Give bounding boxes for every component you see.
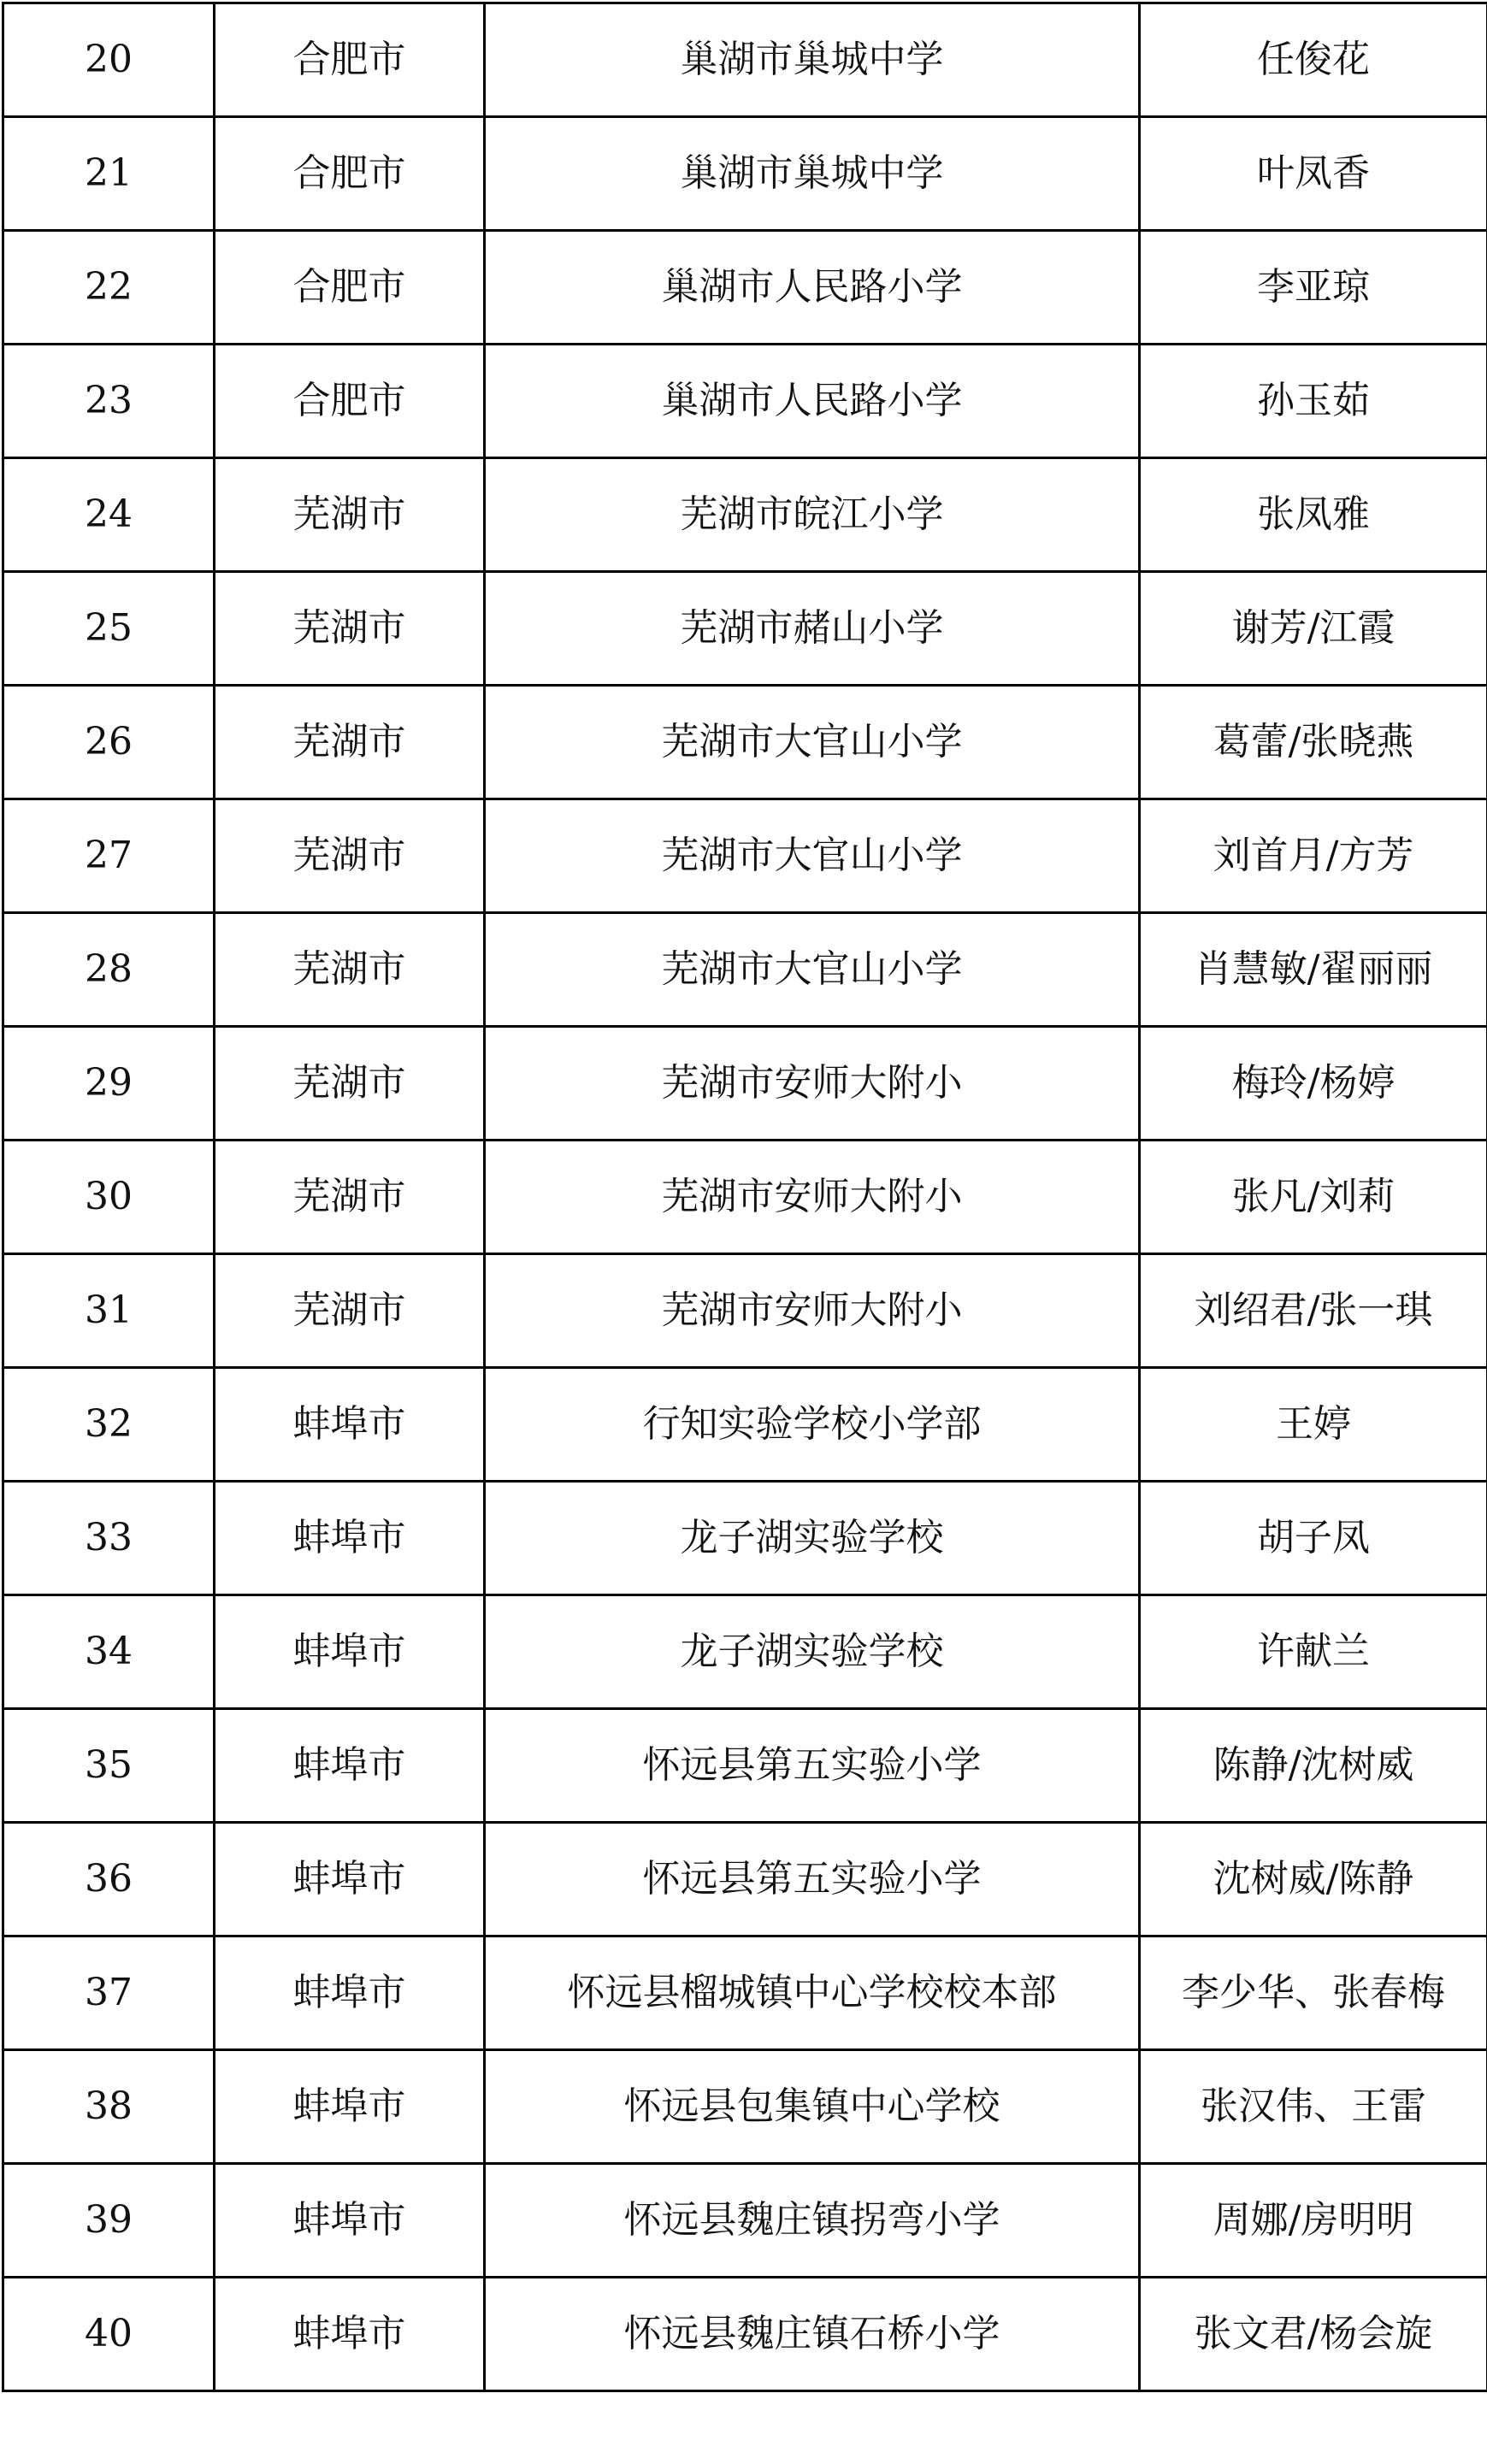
teacher-cell: 李少华、张春梅	[1140, 1936, 1487, 2050]
teacher-cell: 葛蕾/张晓燕	[1140, 686, 1487, 799]
city-cell: 蚌埠市	[215, 1823, 485, 1936]
city-cell: 蚌埠市	[215, 1936, 485, 2050]
teacher-cell: 陈静/沈树威	[1140, 1709, 1487, 1823]
teacher-cell: 张汉伟、王雷	[1140, 2050, 1487, 2164]
school-cell: 芜湖市安师大附小	[485, 1141, 1140, 1254]
teacher-cell: 沈树威/陈静	[1140, 1823, 1487, 1936]
table-row	[3, 1027, 1487, 1141]
teacher-cell: 胡子凤	[1140, 1482, 1487, 1595]
school-cell: 巢湖市巢城中学	[485, 3, 1140, 117]
school-cell: 巢湖市人民路小学	[485, 345, 1140, 458]
table-row	[3, 345, 1487, 458]
school-cell: 龙子湖实验学校	[485, 1595, 1140, 1709]
teacher-cell: 张凡/刘莉	[1140, 1141, 1487, 1254]
teacher-cell: 张凤雅	[1140, 458, 1487, 572]
city-cell: 蚌埠市	[215, 2164, 485, 2278]
city-cell: 芜湖市	[215, 1141, 485, 1254]
table-row	[3, 117, 1487, 231]
row-number: 22	[3, 231, 215, 345]
city-cell: 蚌埠市	[215, 1709, 485, 1823]
teacher-cell: 孙玉茹	[1140, 345, 1487, 458]
school-cell: 芜湖市大官山小学	[485, 913, 1140, 1027]
school-cell: 芜湖市皖江小学	[485, 458, 1140, 572]
row-number: 27	[3, 799, 215, 913]
teacher-cell: 王婷	[1140, 1368, 1487, 1482]
teacher-cell: 任俊花	[1140, 3, 1487, 117]
city-cell: 合肥市	[215, 345, 485, 458]
city-cell: 合肥市	[215, 231, 485, 345]
city-cell: 芜湖市	[215, 572, 485, 686]
row-number: 34	[3, 1595, 215, 1709]
city-cell: 蚌埠市	[215, 2050, 485, 2164]
city-cell: 合肥市	[215, 3, 485, 117]
school-cell: 怀远县榴城镇中心学校校本部	[485, 1936, 1140, 2050]
teacher-cell: 许献兰	[1140, 1595, 1487, 1709]
school-cell: 怀远县包集镇中心学校	[485, 2050, 1140, 2164]
table-row	[3, 3, 1487, 117]
teacher-cell: 刘首月/方芳	[1140, 799, 1487, 913]
row-number: 39	[3, 2164, 215, 2278]
school-cell: 怀远县第五实验小学	[485, 1823, 1140, 1936]
table-row	[3, 1709, 1487, 1823]
teacher-cell: 谢芳/江霞	[1140, 572, 1487, 686]
row-number: 37	[3, 1936, 215, 2050]
row-number: 36	[3, 1823, 215, 1936]
row-number: 40	[3, 2278, 215, 2391]
roster-table	[2, 2, 1487, 2392]
school-cell: 行知实验学校小学部	[485, 1368, 1140, 1482]
city-cell: 芜湖市	[215, 458, 485, 572]
row-number: 25	[3, 572, 215, 686]
city-cell: 芜湖市	[215, 1027, 485, 1141]
city-cell: 蚌埠市	[215, 2278, 485, 2391]
school-cell: 龙子湖实验学校	[485, 1482, 1140, 1595]
roster-table-body	[3, 3, 1487, 2391]
table-row	[3, 1936, 1487, 2050]
school-cell: 巢湖市巢城中学	[485, 117, 1140, 231]
table-row	[3, 2278, 1487, 2391]
table-row	[3, 1595, 1487, 1709]
table-row	[3, 458, 1487, 572]
table-row	[3, 686, 1487, 799]
table-row	[3, 231, 1487, 345]
table-row	[3, 913, 1487, 1027]
row-number: 20	[3, 3, 215, 117]
table-row	[3, 2164, 1487, 2278]
table-row	[3, 1482, 1487, 1595]
teacher-cell: 周娜/房明明	[1140, 2164, 1487, 2278]
table-row	[3, 1141, 1487, 1254]
row-number: 21	[3, 117, 215, 231]
city-cell: 蚌埠市	[215, 1595, 485, 1709]
row-number: 24	[3, 458, 215, 572]
row-number: 28	[3, 913, 215, 1027]
school-cell: 芜湖市安师大附小	[485, 1027, 1140, 1141]
row-number: 23	[3, 345, 215, 458]
teacher-cell: 张文君/杨会旋	[1140, 2278, 1487, 2391]
row-number: 32	[3, 1368, 215, 1482]
city-cell: 芜湖市	[215, 913, 485, 1027]
school-cell: 巢湖市人民路小学	[485, 231, 1140, 345]
row-number: 29	[3, 1027, 215, 1141]
city-cell: 芜湖市	[215, 686, 485, 799]
school-cell: 芜湖市赭山小学	[485, 572, 1140, 686]
row-number: 38	[3, 2050, 215, 2164]
school-cell: 芜湖市大官山小学	[485, 686, 1140, 799]
teacher-cell: 刘绍君/张一琪	[1140, 1254, 1487, 1368]
row-number: 30	[3, 1141, 215, 1254]
teacher-cell: 叶凤香	[1140, 117, 1487, 231]
row-number: 33	[3, 1482, 215, 1595]
table-row	[3, 799, 1487, 913]
table-row	[3, 1823, 1487, 1936]
table-row	[3, 1368, 1487, 1482]
school-cell: 怀远县第五实验小学	[485, 1709, 1140, 1823]
teacher-cell: 梅玲/杨婷	[1140, 1027, 1487, 1141]
row-number: 26	[3, 686, 215, 799]
city-cell: 蚌埠市	[215, 1482, 485, 1595]
table-row	[3, 2050, 1487, 2164]
table-row	[3, 572, 1487, 686]
teacher-cell: 李亚琼	[1140, 231, 1487, 345]
city-cell: 合肥市	[215, 117, 485, 231]
teacher-cell: 肖慧敏/翟丽丽	[1140, 913, 1487, 1027]
school-cell: 怀远县魏庄镇石桥小学	[485, 2278, 1140, 2391]
school-cell: 芜湖市安师大附小	[485, 1254, 1140, 1368]
row-number: 35	[3, 1709, 215, 1823]
table-row	[3, 1254, 1487, 1368]
row-number: 31	[3, 1254, 215, 1368]
city-cell: 蚌埠市	[215, 1368, 485, 1482]
city-cell: 芜湖市	[215, 799, 485, 913]
city-cell: 芜湖市	[215, 1254, 485, 1368]
school-cell: 芜湖市大官山小学	[485, 799, 1140, 913]
school-cell: 怀远县魏庄镇拐弯小学	[485, 2164, 1140, 2278]
